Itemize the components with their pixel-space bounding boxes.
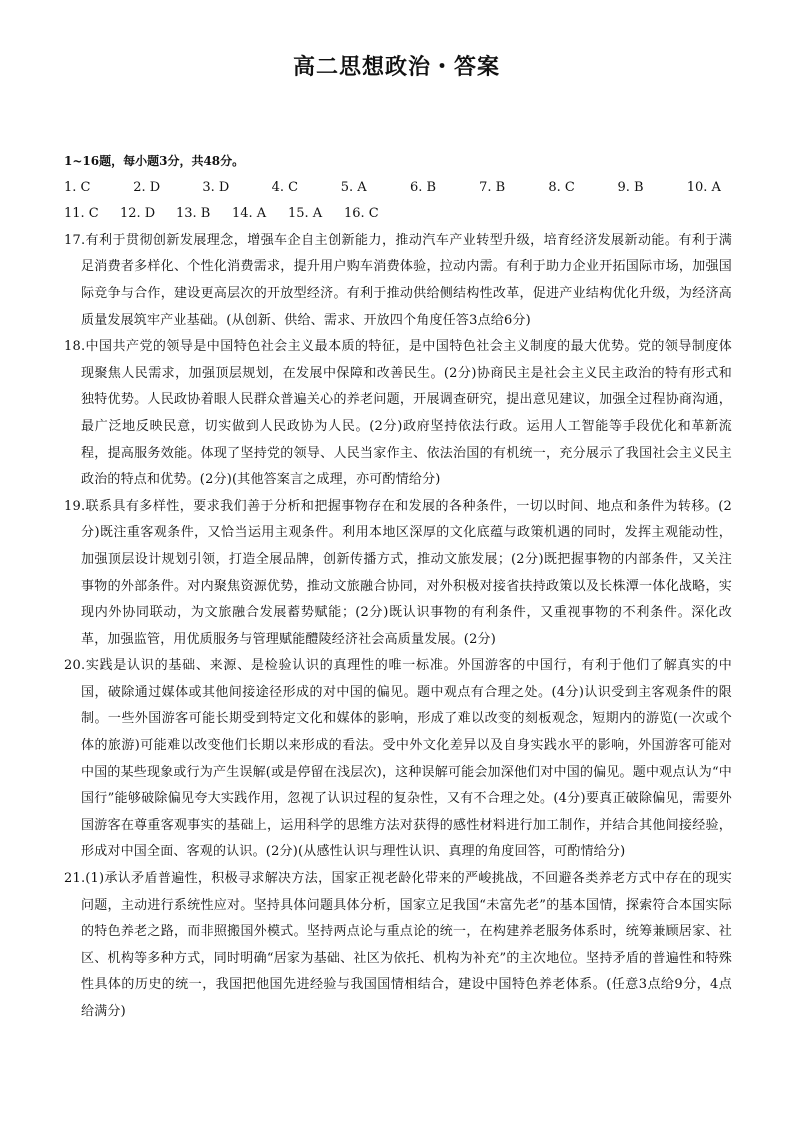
answer-item: 4. C [271, 179, 299, 195]
answer-item: 9. B [617, 179, 644, 195]
page-title: 高二思想政治・答案 [292, 55, 500, 80]
answer-item: 6. B [409, 179, 437, 195]
answer-row-2 [64, 201, 732, 228]
question-20-answer: 20.实践是认识的基础、来源、是检验认识的真理性的唯一标准。外国游客的中国行，有利于他们了解真实的中国，破除通过媒体或其他间接途径形成的对中国的偏见。题中观点有合理之处。(4分)认识受到主客观条件的限制。一些外国游客可能长期受到特定文化和媒体的影响，形成了难以改变的刻板观念，短期内的游览(一次或个体的旅游)可能难以改变他们长期以来形成的看法。受中外文化差异以及自身实践水平的影响，外国游客可能对中国的某些现象或行为产生误解(或是停留在浅层次)，这种误解可能会加深他们对中国的偏见。题中观点认为“中国行”能够破除偏见夸大实践作用，忽视了认识过程的复杂性，又有不合理之处。(4分)要真正破除偏见，需要外国游客在尊重客观事实的基础上，运用科学的思维方法对获得的感性材料进行加工制作，并结合其他间接经验，形成对中国全面、客观的认识。(2分)(从感性认识与理性认识、真理的角度回答，可酌情给分) [64, 658, 732, 860]
question-19-answer: 19.联系具有多样性，要求我们善于分析和把握事物存在和发展的各种条件，一切以时间、地点和条件为转移。(2分)既注重客观条件，又恰当运用主观条件。利用本地区深厚的文化底蕴与政策机遇的同时，发挥主观能动性，加强顶层设计规划引领，打造全展品牌，创新传播方式，推动文旅发展；(2分)既把握事物的内部条件，又关注事物的外部条件。对内聚焦资源优势，推动文旅融合协同，对外积极对接省扶持政策以及长株潭一体化战略，实现内外协同联动，为文旅融合发展蓄势赋能；(2分)既认识事物的有利条件，又重视事物的不利条件。深化改革，加强监管，用优质服务与管理赋能醴陵经济社会高质量发展。(2分) [64, 498, 732, 647]
question-18-answer: 18.中国共产党的领导是中国特色社会主义最本质的特征，是中国特色社会主义制度的最大优势。党的领导制度体现聚焦人民需求，加强顶层规划，在发展中保障和改善民生。(2分)协商民主是社会主义民主政治的特有形式和独特优势。人民政协着眼人民群众普遍关心的养老问题，开展调查研究，提出意见建议，加强全过程协商沟通，最广泛地反映民意，切实做到人民政协为人民。(2分)政府坚持依法行政。运用人工智能等手段优化和革新流程，提高服务效能。体现了坚持党的领导、人民当家作主、依法治国的有机统一，充分展示了我国社会主义民主政治的特点和优势。(2分)(其他答案言之成理，亦可酌情给分) [64, 339, 732, 488]
answer-item: 2. D [133, 179, 161, 195]
answer-row-1 [64, 175, 732, 202]
answer-item: 8. C [548, 179, 575, 195]
answer-item: 15. A [288, 206, 323, 222]
answer-item: 14. A [232, 206, 267, 222]
question-17-answer: 17.有利于贯彻创新发展理念，增强车企自主创新能力，推动汽车产业转型升级，培育经济发展新动能。有利于满足消费者多样化、个性化消费需求，提升用户购车消费体验，拉动内需。有利于助力企业开拓国际市场，加强国际竞争与合作，建设更高层次的开放型经济。有利于推动供给侧结构性改革，促进产业结构优化升级，为经济高质量发展筑牢产业基础。(从创新、供给、需求、开放四个角度任答3点给6分) [64, 232, 732, 328]
answer-item: 1. C [64, 179, 91, 195]
answer-item: 12. D [120, 206, 156, 222]
question-21-answer: 21.(1)承认矛盾普遍性，积极寻求解决方法，国家正视老龄化带来的严峻挑战，不回避各类养老方式中存在的现实问题，主动进行系统性应对。坚持具体问题具体分析，国家立足我国“未富先老”的基本国情，探索符合本国实际的特色养老之路，而非照搬国外模式。坚持两点论与重点论的统一，在构建养老服务体系时，统筹兼顾居家、社区、机构等多种方式，同时明确“居家为基础、社区为依托、机构为补充”的主次地位。坚持矛盾的普遍性和特殊性具体的历史的统一，我国把他国先进经验与我国国情相结合，建设中国特色养老体系。(任意3点给9分，4点给满分) [64, 871, 732, 1019]
answer-item: 11. C [64, 206, 99, 222]
answer-item: 13. B [176, 206, 211, 222]
answer-item: 10. A [686, 179, 721, 195]
answer-item: 5. A [340, 179, 367, 195]
answer-item: 7. B [479, 179, 506, 195]
multiple-choice-intro: 1~16题，每小题3分，共48分。 [64, 154, 245, 168]
answer-item: 16. C [344, 206, 379, 222]
answer-content [64, 148, 732, 1026]
answer-item: 3. D [202, 179, 230, 195]
